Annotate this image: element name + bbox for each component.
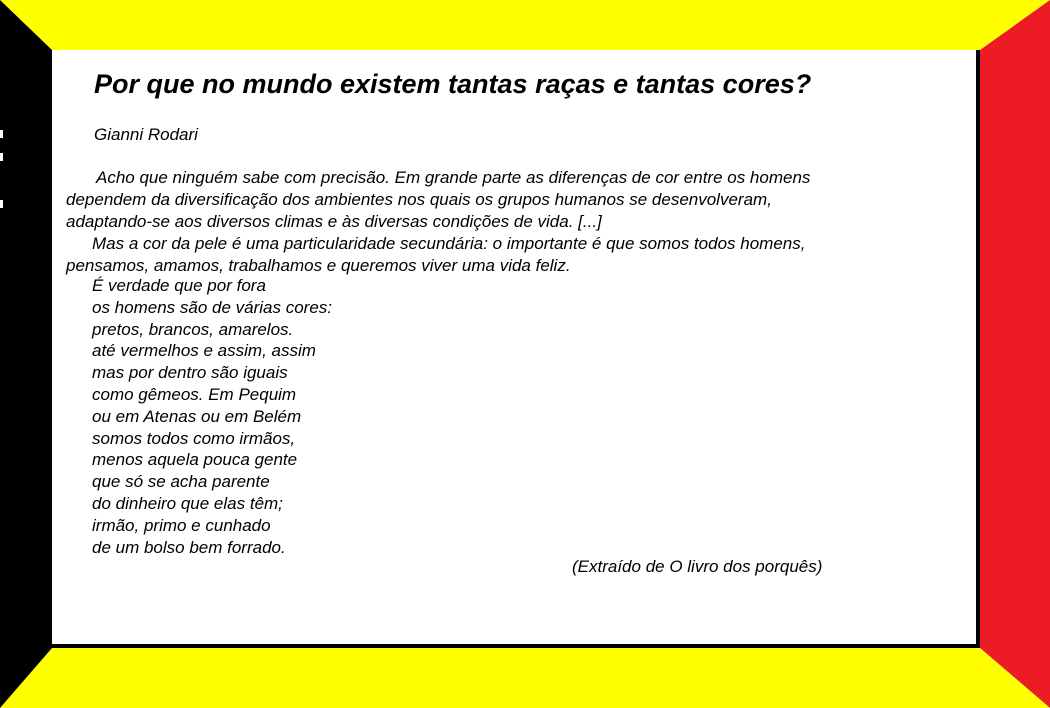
poem-line: como gêmeos. Em Pequim: [92, 384, 297, 404]
poem-line: somos todos como irmãos,: [92, 428, 296, 448]
frame-left-mark: [0, 130, 3, 138]
frame-top-band: [0, 0, 1050, 50]
poem-line: do dinheiro que elas têm;: [92, 493, 283, 513]
document-title: Por que no mundo existem tantas raças e tantas cores?: [94, 69, 812, 99]
poem-line: até vermelhos e assim, assim: [92, 341, 316, 361]
poem-line: irmão, primo e cunhado: [92, 515, 271, 535]
poem-line: É verdade que por fora: [92, 276, 266, 295]
paragraph-2-line: pensamos, amamos, trabalhamos e queremos viver uma vida feliz.: [66, 256, 571, 275]
document-author: Gianni Rodari: [94, 125, 198, 144]
document-prose: [66, 167, 810, 277]
frame-left-mark: [0, 200, 3, 208]
paragraph-2-line: Mas a cor da pele é uma particularidade secundária: o importante é que somos todos homens,: [92, 234, 806, 253]
paragraph-1-line: dependem da diversificação dos ambientes nos quais os grupos humanos se desenvolveram,: [66, 190, 772, 209]
frame-left-band: [0, 0, 52, 708]
frame-left-mark: [0, 153, 3, 161]
poem-line: de um bolso bem forrado.: [92, 537, 286, 557]
source-citation: (Extraído de O livro dos porquês): [572, 557, 823, 576]
poem-line: mas por dentro são iguais: [92, 363, 288, 383]
poem-line: menos aquela pouca gente: [92, 450, 298, 470]
paragraph-1-line: adaptando-se aos diversos climas e às diversas condições de vida. [...]: [66, 212, 602, 231]
frame-bottom-band: [0, 648, 1050, 708]
frame-right-band: [980, 0, 1050, 708]
poem-line: pretos, brancos, amarelos.: [92, 319, 294, 339]
poem-line: que só se acha parente: [92, 472, 270, 492]
poem-line: ou em Atenas ou em Belém: [92, 406, 302, 426]
poem: [92, 275, 332, 558]
paragraph-1-line: Acho que ninguém sabe com precisão. Em grande parte as diferenças de cor entre os homens: [96, 168, 811, 187]
poem-line: os homens são de várias cores:: [92, 297, 333, 317]
